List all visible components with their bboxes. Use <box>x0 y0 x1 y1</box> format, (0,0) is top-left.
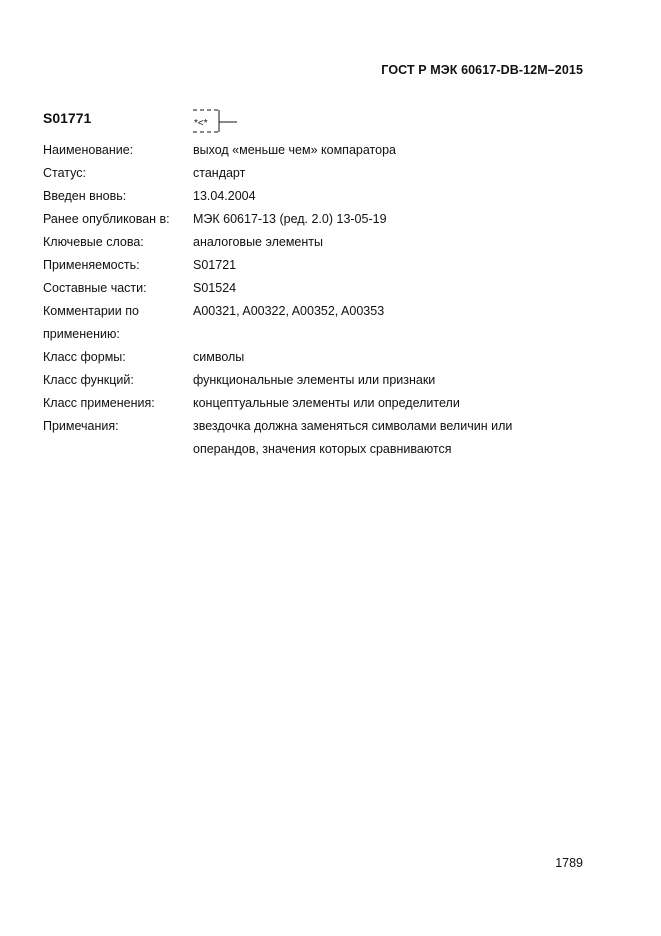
field-label: Ранее опубликован в: <box>43 212 170 226</box>
field-label: Наименование: <box>43 143 134 157</box>
field-value: выход «меньше чем» компаратора <box>193 143 396 157</box>
attribute-list <box>43 139 603 461</box>
field-label: Комментарии по применению: <box>43 304 139 341</box>
field-label: Статус: <box>43 166 86 180</box>
field-label: Класс функций: <box>43 373 134 387</box>
field-value: МЭК 60617-13 (ред. 2.0) 13-05-19 <box>193 212 387 226</box>
field-row <box>43 392 603 415</box>
field-value: 13.04.2004 <box>193 189 256 203</box>
field-value: символы <box>193 350 245 364</box>
field-value: концептуальные элементы или определители <box>193 396 460 410</box>
field-value: звездочка должна заменяться символами величин или операндов, значения которых сравниваются <box>193 419 513 456</box>
field-row <box>43 185 603 208</box>
field-label: Составные части: <box>43 281 147 295</box>
field-value: S01721 <box>193 258 237 272</box>
field-value: A00321, A00322, A00352, A00353 <box>193 304 385 318</box>
field-label: Класс формы: <box>43 350 126 364</box>
field-row <box>43 346 603 369</box>
field-label: Применяемость: <box>43 258 140 272</box>
field-value: функциональные элементы или признаки <box>193 373 436 387</box>
field-row <box>43 162 603 185</box>
page-number: 1789 <box>555 856 583 870</box>
field-row <box>43 208 603 231</box>
field-value: S01524 <box>193 281 237 295</box>
field-label: Введен вновь: <box>43 189 127 203</box>
field-row <box>43 300 603 346</box>
symbol-glyph: *<* <box>194 118 208 129</box>
field-row <box>43 415 603 461</box>
symbol-id: S01771 <box>43 110 92 126</box>
field-row <box>43 231 603 254</box>
field-label: Примечания: <box>43 419 119 433</box>
field-row <box>43 139 603 162</box>
field-row <box>43 277 603 300</box>
field-label: Ключевые слова: <box>43 235 144 249</box>
field-value: стандарт <box>193 166 246 180</box>
field-row <box>43 369 603 392</box>
field-label: Класс применения: <box>43 396 155 410</box>
field-value: аналоговые элементы <box>193 235 323 249</box>
field-row <box>43 254 603 277</box>
standard-code-header: ГОСТ Р МЭК 60617-DB-12M–2015 <box>381 63 583 77</box>
comparator-less-than-symbol <box>191 106 239 136</box>
